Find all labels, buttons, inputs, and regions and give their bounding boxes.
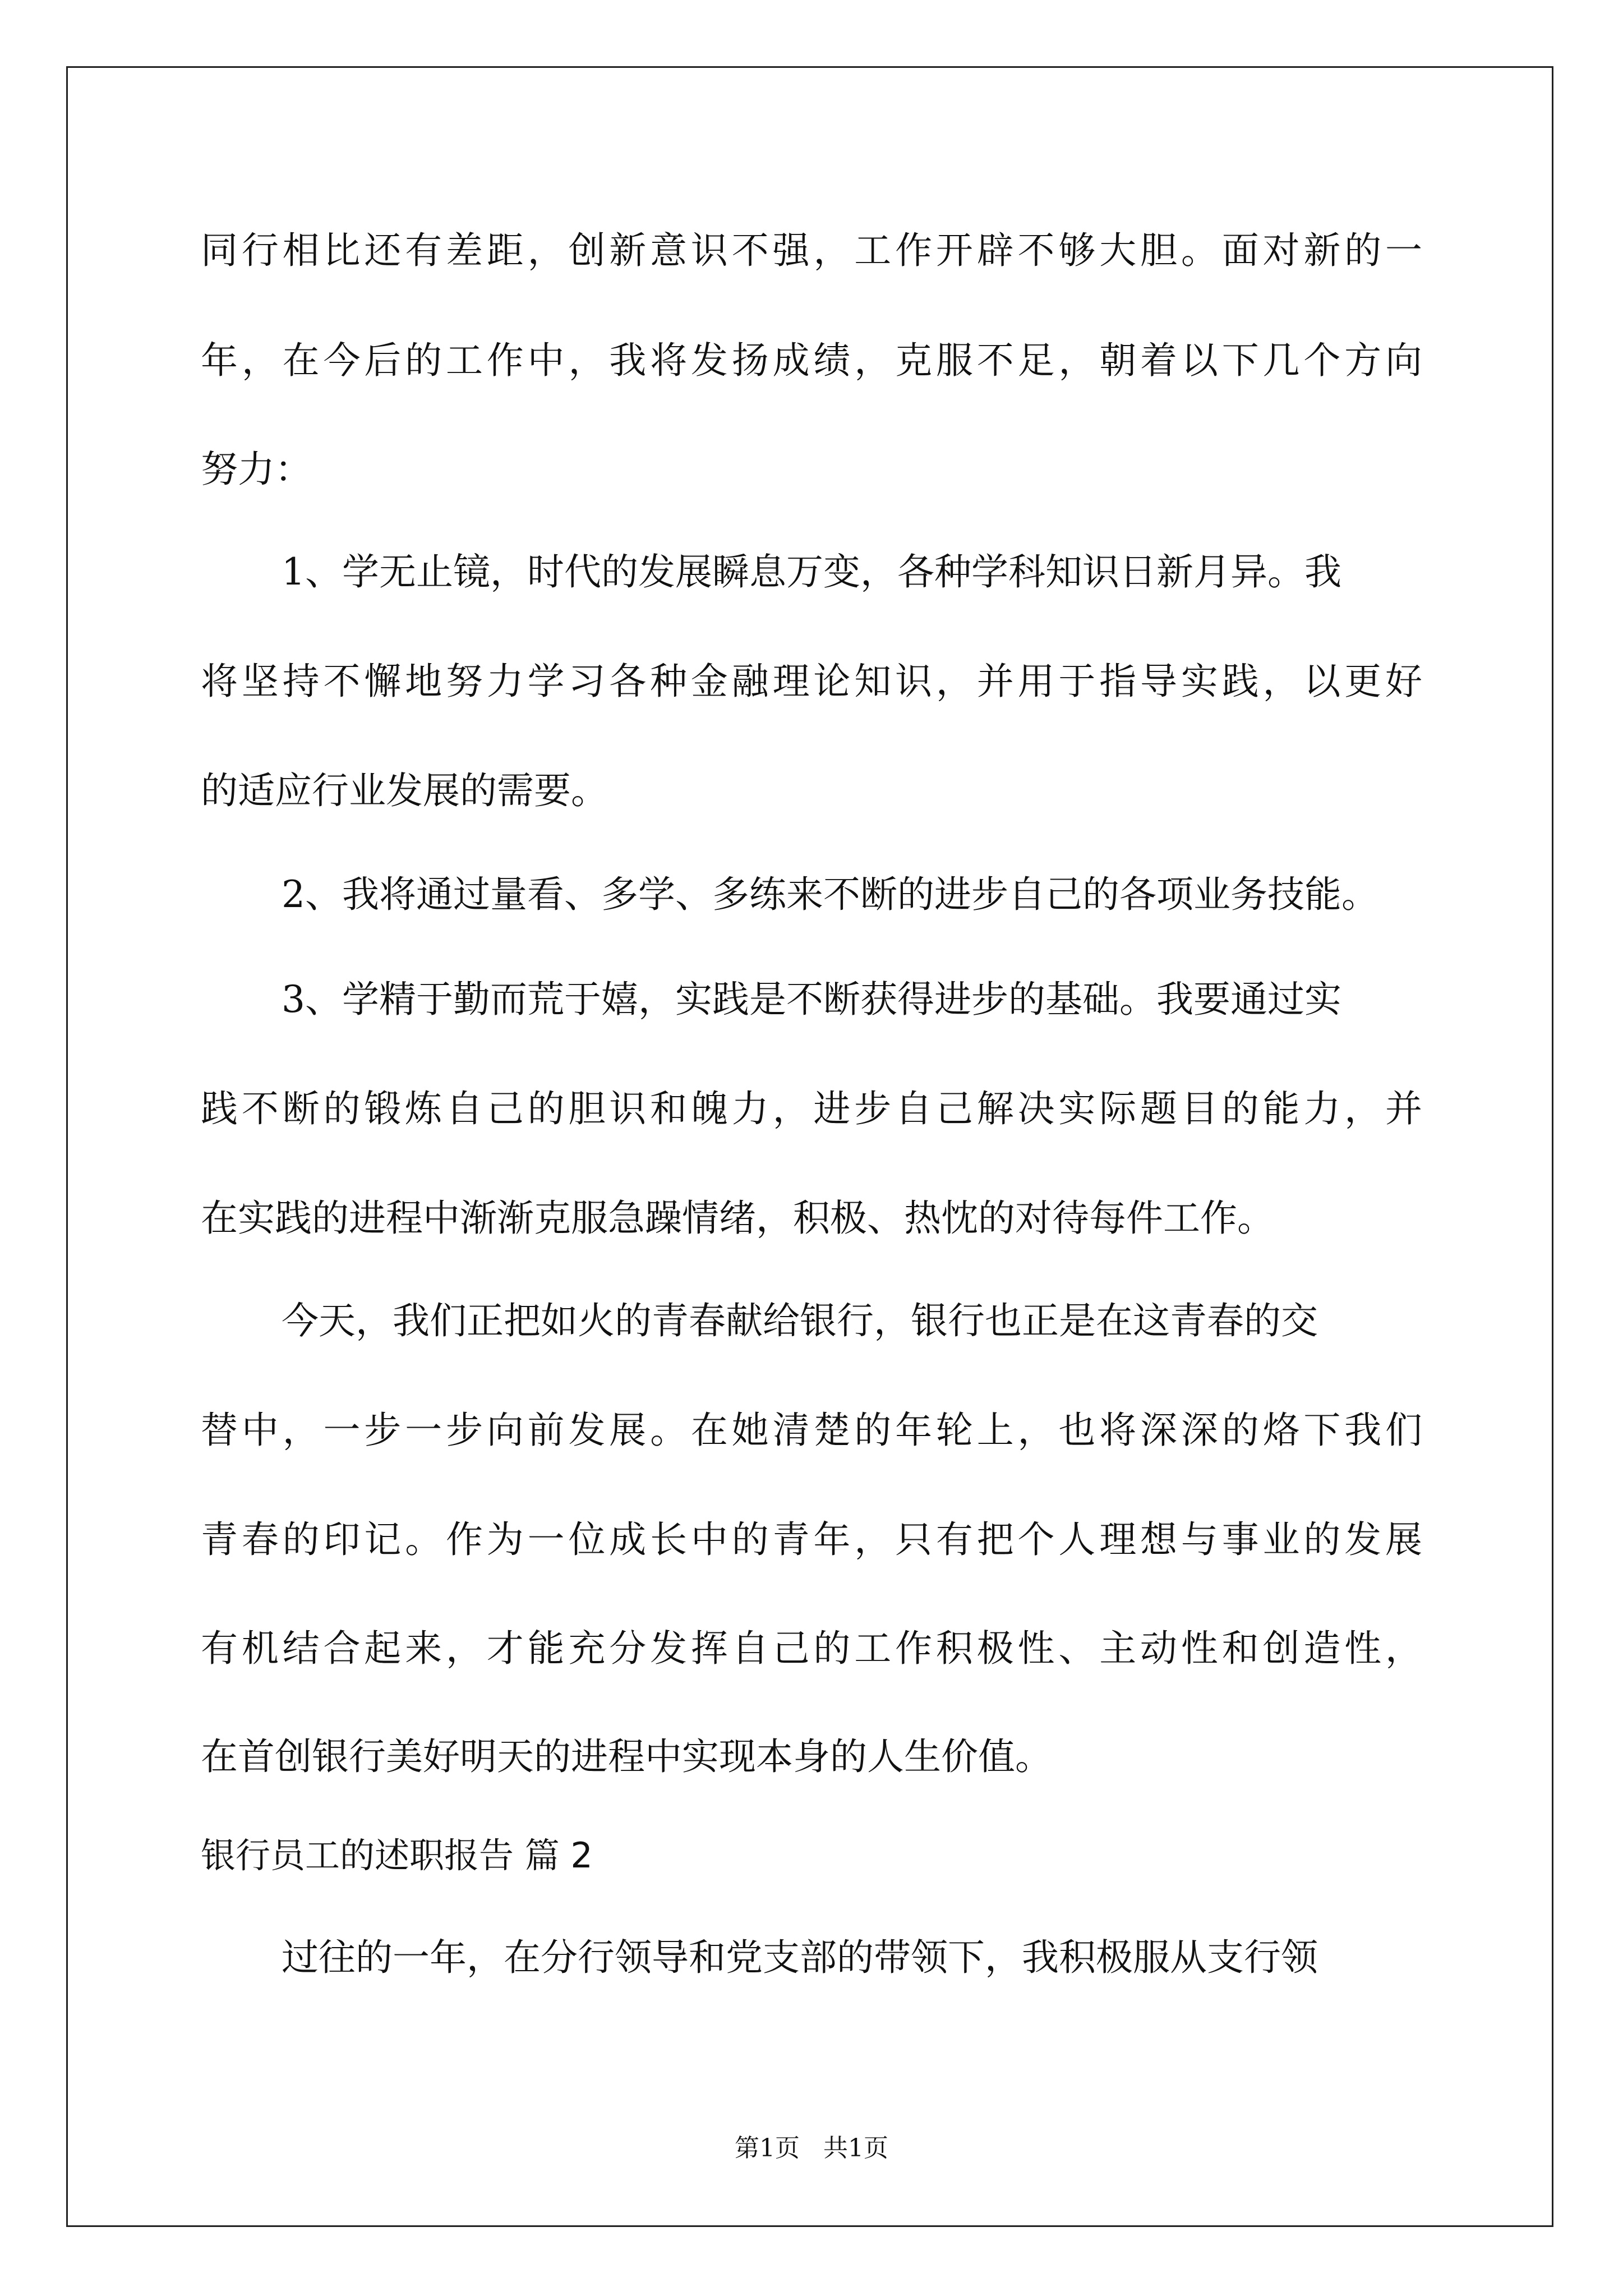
list-item-3-text: 3、学精于勤而荒于嬉，实践是不断获得进步的基础。我要通过实 — [282, 978, 1341, 1021]
body-text-line: 践不断的锻炼自己的胆识和魄力，进步自己解决实际题目的能力，并 — [201, 1087, 1422, 1130]
page-border — [66, 66, 1553, 2227]
page-footer: 第1页 共1页 — [735, 2134, 888, 2162]
section-heading: 银行员工的述职报告 篇 2 — [201, 1835, 593, 1876]
body-text-line: 有机结合起来，才能充分发挥自己的工作积极性、主动性和创造性， — [201, 1627, 1422, 1670]
body-text-line: 同行相比还有差距，创新意识不强，工作开辟不够大胆。面对新的一 — [201, 229, 1422, 272]
list-item-2-text: 2、我将通过量看、多学、多练来不断的进步自己的各项业务技能。 — [282, 873, 1378, 916]
body-text-line: 的适应行业发展的需要。 — [201, 769, 608, 812]
body-text-line: 将坚持不懈地努力学习各种金融理论知识，并用于指导实践，以更好 — [201, 660, 1422, 703]
body-text-line: 年，在今后的工作中，我将发扬成绩，克服不足，朝着以下几个方向 — [201, 339, 1422, 382]
paragraph-text-line: 过往的一年，在分行领导和党支部的带领下，我积极服从支行领 — [282, 1936, 1318, 1979]
body-text-line: 替中，一步一步向前发展。在她清楚的年轮上，也将深深的烙下我们 — [201, 1409, 1422, 1452]
paragraph-text-line: 今天，我们正把如火的青春献给银行，银行也正是在这青春的交 — [282, 1299, 1318, 1342]
body-text-line: 努力： — [201, 448, 312, 491]
body-text-line: 青春的印记。作为一位成长中的青年，只有把个人理想与事业的发展 — [201, 1518, 1422, 1561]
list-item-1-text: 1、学无止镜，时代的发展瞬息万变，各种学科知识日新月异。我 — [282, 550, 1341, 593]
body-text-line: 在首创银行美好明天的进程中实现本身的人生价值。 — [201, 1735, 1052, 1778]
body-text-line: 在实践的进程中渐渐克服急躁情绪，积极、热忱的对待每件工作。 — [201, 1197, 1274, 1240]
